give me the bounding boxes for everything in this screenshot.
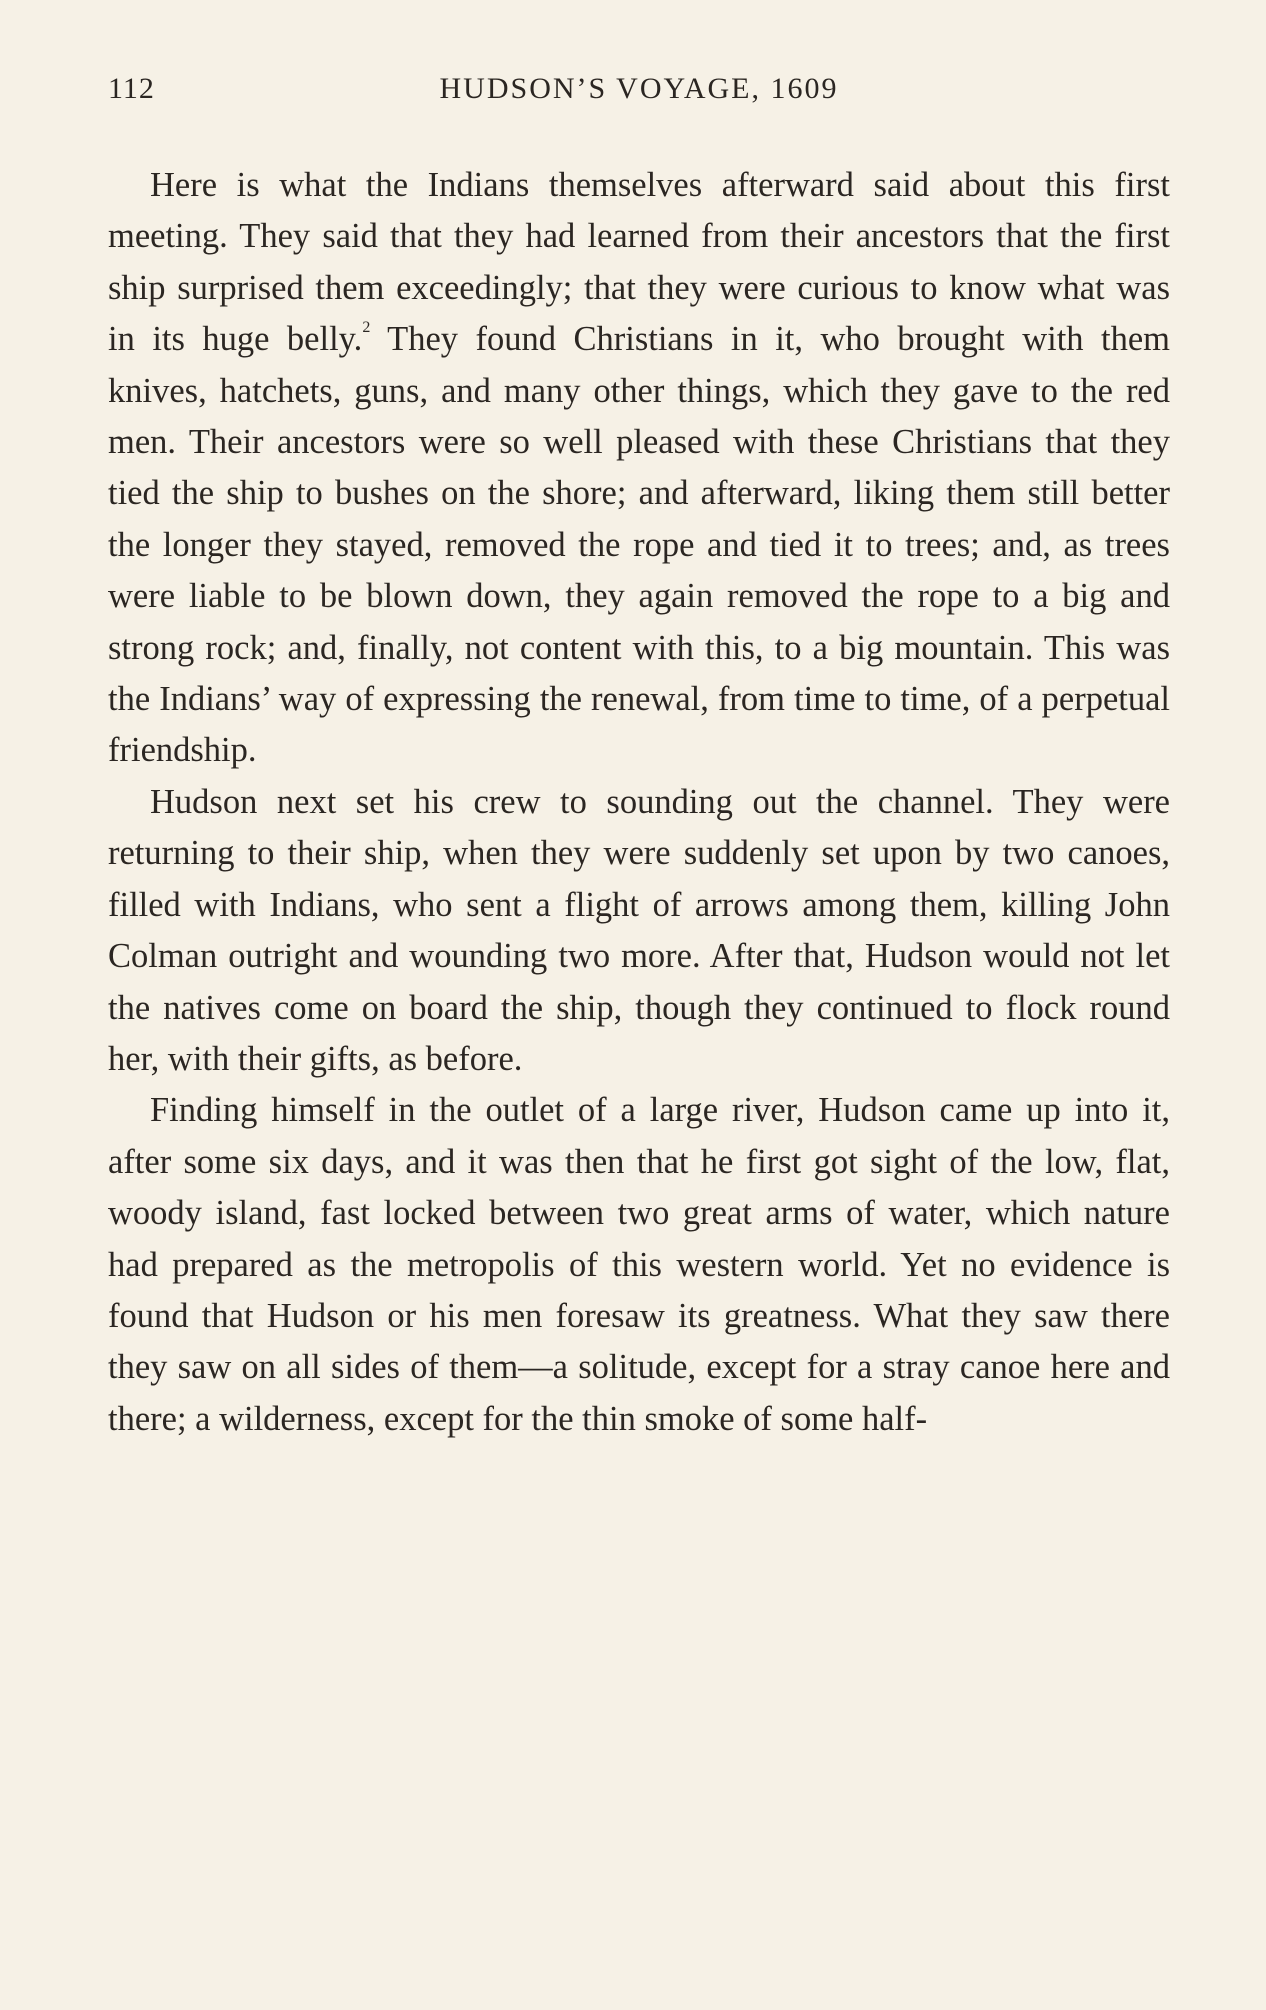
page-number: 112 (108, 72, 155, 105)
paragraph-1 (108, 160, 1170, 777)
paragraph-2: Hudson next set his crew to sounding out the channel. They were returning to their ship, when they were suddenly set upon by two canoes, filled with Indians, who sent a flight of arrows among them, killing John Colman outright and wounding two more. After that, Hudson would not let the natives come on board the ship, though they continued to flock round her, with their gifts, as before. (108, 782, 1170, 1078)
footnote-marker: 2 (362, 319, 371, 337)
paragraph-1-text-before-note: Here is what the Indians themselves afterward said about this first meeting. They said that they had learned from their ancestors that the first ship surprised them exceedingly; that they were curious to know what was in its huge belly. (108, 166, 1170, 359)
running-head (108, 72, 1170, 118)
paragraph-1-text-after-note: They found Christians in it, who brought with them knives, hatchets, guns, and many other things, which they gave to the red men. Their ancestors were so well pleased with these Christians that they tied the ship to bushes on the shore; and afterward, liking them still better the longer they stayed, removed the rope and tied it to trees; and, as trees were liable to be blown down, they again removed the rope to a big and strong rock; and, finally, not content with this, to a big mountain. This was the Indians’ way of expressing the renewal, from time to time, of a perpetual friendship. (108, 320, 1170, 770)
running-title: HUDSON’S VOYAGE, 1609 (439, 72, 839, 105)
paragraph-3: Finding himself in the outlet of a large river, Hudson came up into it, after some six days, and it was then that he first got sight of the low, flat, woody island, fast locked between two great arms of water, which nature had prepared as the metropolis of this western world. Yet no evidence is found that Hudson or his men foresaw its greatness. What they saw there they saw on all sides of them—a solitude, except for a stray canoe here and there; a wilderness, except for the thin smoke of some half- (108, 1091, 1170, 1438)
body-text (108, 160, 1170, 1445)
